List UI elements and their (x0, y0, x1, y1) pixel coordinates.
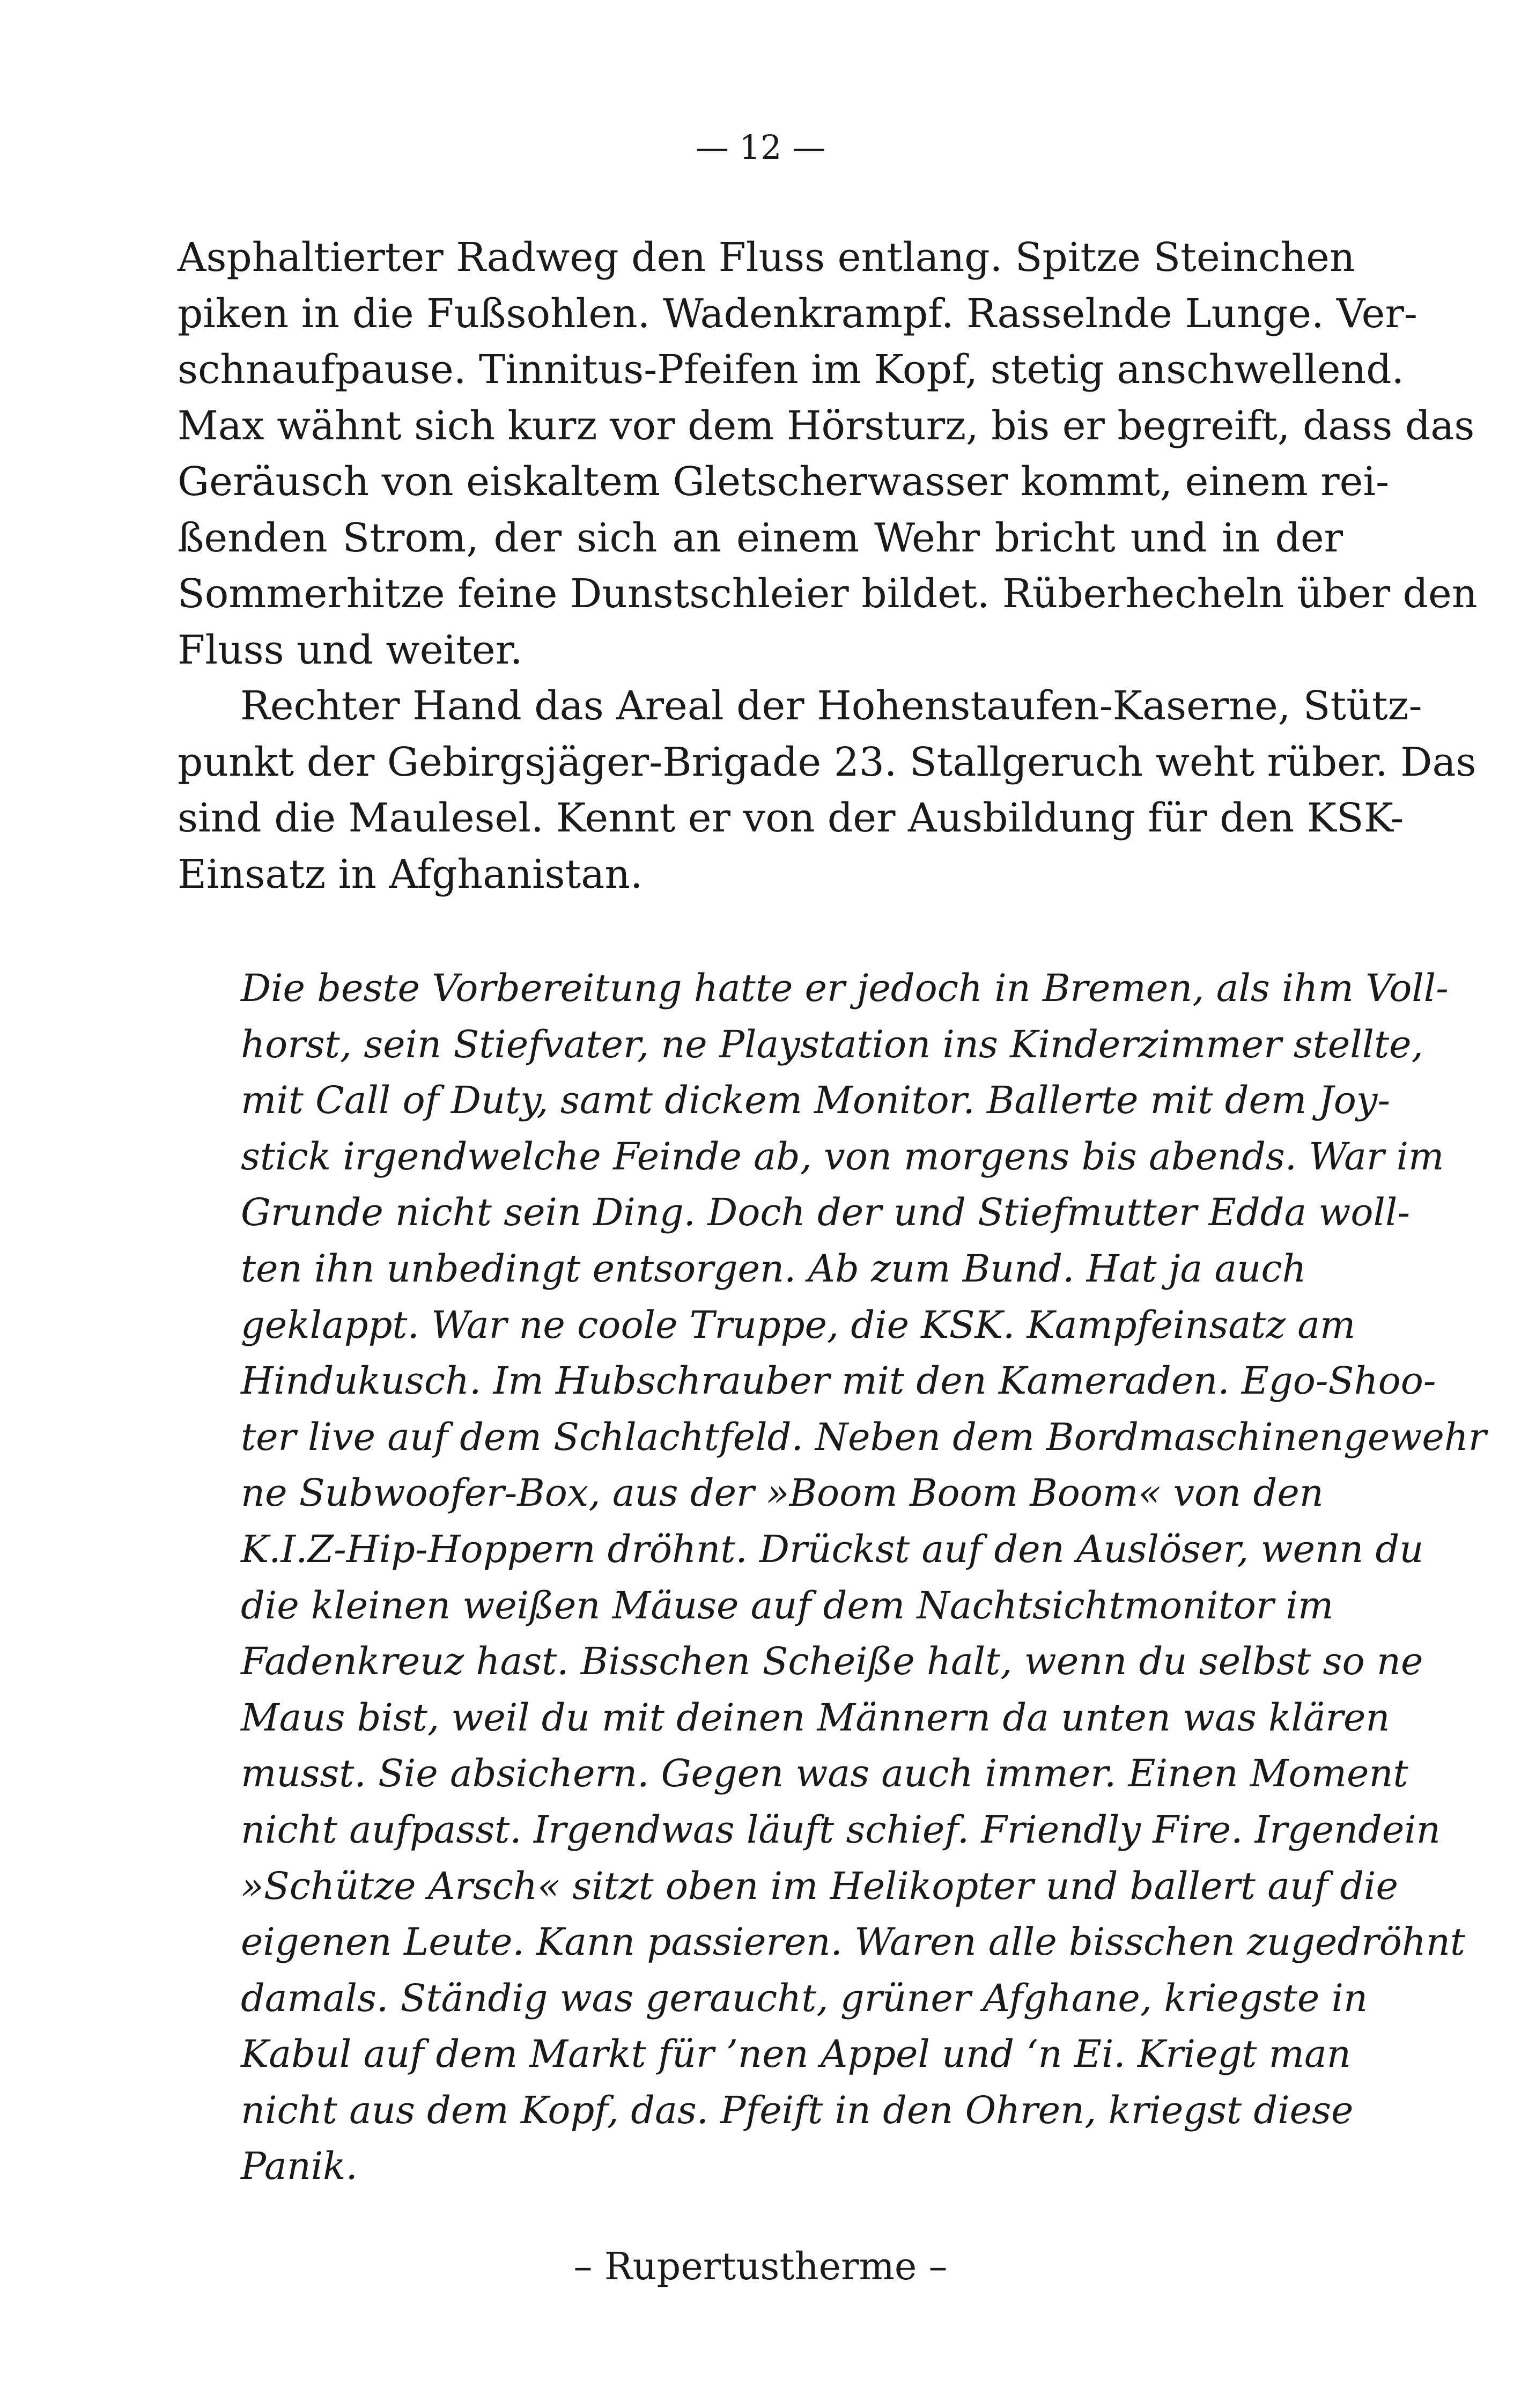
italic-line: stick irgendwelche Feinde ab, von morgens bis abends. War im (241, 1134, 1444, 1179)
text-line: Geräusch von eiskaltem Gletscherwasser kommt, einem rei- (178, 459, 1390, 505)
italic-paragraph (241, 960, 1487, 2195)
italic-line: mit Call of Duty, samt dickem Monitor. Ballerte mit dem Joy- (241, 1078, 1391, 1123)
italic-line: K.I.Z-Hip-Hoppern dröhnt. Drückst auf den Auslöser, wenn du (241, 1527, 1424, 1571)
text-line: Fluss und weiter. (178, 627, 523, 673)
italic-line: Kabul auf dem Markt für ’nen Appel und ‘n Ei. Kriegt man (241, 2032, 1351, 2076)
text-line: schnaufpause. Tinnitus-Pfeifen im Kopf, stetig anschwellend. (178, 347, 1405, 393)
italic-line: Maus bist, weil du mit deinen Männern da unten was klären (241, 1695, 1390, 1740)
italic-line: eigenen Leute. Kann passieren. Waren alle bisschen zugedröhnt (241, 1920, 1466, 1964)
italic-line: Fadenkreuz hast. Bisschen Scheiße halt, wenn du selbst so ne (241, 1639, 1423, 1684)
italic-line: geklappt. War ne coole Truppe, die KSK. Kampfeinsatz am (241, 1302, 1356, 1347)
body-text (178, 230, 1478, 902)
italic-line: ten ihn unbedingt entsorgen. Ab zum Bund. Hat ja auch (241, 1246, 1306, 1291)
italic-line: damals. Ständig was geraucht, grüner Afghane, kriegste in (241, 1976, 1368, 2020)
page-number: — 12 — (695, 128, 826, 167)
text-line: punkt der Gebirgsjäger-Brigade 23. Stallgeruch weht rüber. Das (178, 739, 1476, 785)
text-line: piken in die Fußsohlen. Wadenkrampf. Rasselnde Lunge. Ver- (178, 290, 1417, 337)
italic-line: horst, sein Stiefvater, ne Playstation ins Kinderzimmer stellte, (241, 1022, 1423, 1066)
italic-line: ne Subwoofer-Box, aus der »Boom Boom Boom« von den (241, 1471, 1324, 1515)
italic-line: »Schütze Arsch« sitzt oben im Helikopter und ballert auf die (241, 1864, 1398, 1908)
running-footer: – Rupertustherme – (573, 2244, 948, 2288)
text-line: Asphaltierter Radweg den Fluss entlang. Spitze Steinchen (178, 234, 1355, 281)
italic-line: Grunde nicht sein Ding. Doch der und Stiefmutter Edda woll- (241, 1190, 1410, 1235)
italic-line: die kleinen weißen Mäuse auf dem Nachtsichtmonitor im (241, 1583, 1334, 1628)
italic-line: Hindukusch. Im Hubschrauber mit den Kameraden. Ego-Shoo- (241, 1359, 1436, 1403)
italic-line: Panik. (241, 2144, 358, 2189)
italic-line: musst. Sie absichern. Gegen was auch immer. Einen Moment (241, 1751, 1408, 1796)
text-line: Einsatz in Afghanistan. (178, 851, 643, 897)
text-line: Rechter Hand das Areal der Hohenstaufen-Kaserne, Stütz- (240, 683, 1422, 729)
text-line: Max wähnt sich kurz vor dem Hörsturz, bis er begreift, dass das (178, 402, 1475, 449)
italic-line: ter live auf dem Schlachtfeld. Neben dem Bordmaschinengewehr (241, 1415, 1487, 1459)
italic-flashback-block (241, 960, 1487, 2195)
paragraph-2 (178, 678, 1476, 902)
italic-line: nicht aus dem Kopf, das. Pfeift in den Ohren, kriegst diese (241, 2088, 1354, 2132)
paragraph-1 (178, 230, 1478, 678)
text-line: Sommerhitze feine Dunstschleier bildet. Rüberhecheln über den (178, 571, 1478, 617)
italic-line: nicht aufpasst. Irgendwas läuft schief. Friendly Fire. Irgendein (241, 1807, 1441, 1852)
text-line: sind die Maulesel. Kennt er von der Ausbildung für den KSK- (178, 795, 1404, 841)
italic-line: Die beste Vorbereitung hatte er jedoch in Bremen, als ihm Voll- (241, 966, 1449, 1010)
text-line: ßenden Strom, der sich an einem Wehr bricht und in der (178, 514, 1343, 561)
